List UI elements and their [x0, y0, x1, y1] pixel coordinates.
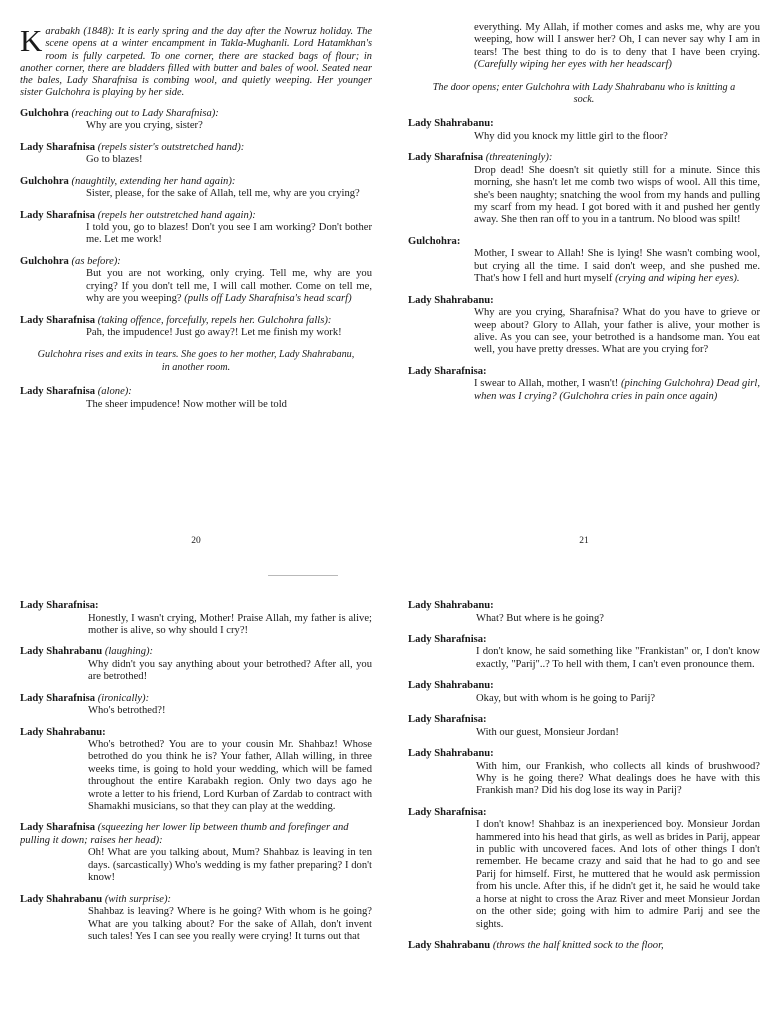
stage-direction: (with surprise):	[104, 893, 172, 905]
dialogue-block	[408, 600, 760, 625]
inline-direction: (pulls off Lady Sharafnisa's head scarf)	[184, 293, 352, 305]
speaker: Lady Shahrabanu	[20, 646, 103, 658]
dialogue-line: Why didn't you say anything about your betrothed? After all, you are betrothed!	[88, 658, 372, 683]
dialogue-line: Why did you knock my little girl to the floor?	[474, 130, 668, 142]
dialogue-block	[408, 295, 760, 357]
speaker: Lady Sharafnisa	[408, 152, 484, 164]
speaker: Lady Sharafnisa	[20, 209, 96, 221]
inline-direction: (Carefully wiping her eyes with her headscarf)	[474, 59, 672, 71]
dialogue-block	[408, 118, 760, 143]
speaker: Lady Sharafnisa:	[408, 806, 487, 818]
dialogue-block	[20, 176, 372, 201]
stage-note: The door opens; enter Gulchohra with Lady Shahrabanu who is knitting a sock.	[432, 81, 736, 106]
dialogue-block	[20, 894, 372, 944]
stage-direction: (alone):	[97, 386, 132, 398]
stage-direction: (ironically):	[97, 692, 150, 704]
dialogue-block	[20, 256, 372, 306]
speaker: Lady Sharafnisa:	[408, 714, 487, 726]
dialogue-line	[474, 248, 760, 285]
dialogue-line: Drop dead! She doesn't sit quietly still for a minute. Since this morning, she hasn't let me comb two wisps of wool. All this time, she's been naughty; snatching the wool from my hands and pulling my scarf from my head. I got bored with it and pushed her gently away. She then ran off to you in a tantrum. No blood was spilt!	[474, 164, 760, 226]
page-23	[408, 600, 760, 1024]
speaker: Gulchohra	[20, 107, 69, 119]
dialogue-line: Honestly, I wasn't crying, Mother! Praise Allah, my father is alive; mother is alive, so why should I cry?!	[88, 612, 372, 636]
dialogue-line: With our guest, Monsieur Jordan!	[476, 726, 619, 738]
dialogue-block	[20, 822, 372, 884]
speaker: Lady Shahrabanu	[20, 893, 103, 905]
speaker: Lady Sharafnisa:	[20, 600, 99, 611]
dialogue-line: Why are you crying, sister?	[86, 120, 203, 132]
stage-direction: (throws the half knitted sock to the floor,	[492, 939, 664, 951]
stage-direction: (reaching out to Lady Sharafnisa):	[71, 107, 219, 119]
dialogue-line: Oh! What are you talking about, Mum? Shahbaz is leaving in ten days. (sarcastically) Who's wedding is my father preparing? I don't know!	[88, 847, 372, 884]
speaker: Lady Sharafnisa	[20, 141, 96, 153]
dialogue-line: Go to blazes!	[86, 154, 143, 166]
scene-intro	[20, 23, 372, 100]
inline-direction: (crying and wiping her eyes).	[615, 273, 740, 285]
dialogue-block	[20, 646, 372, 683]
speaker: Lady Shahrabanu:	[408, 600, 494, 611]
dialogue-text: I swear to Allah, mother, I wasn't!	[474, 378, 619, 390]
dialogue-line	[474, 22, 760, 72]
dialogue-block	[20, 693, 372, 718]
stage-note: Gulchohra rises and exits in tears. She goes to her mother, Lady Shahrabanu, in another room.	[37, 349, 355, 373]
page-20	[20, 22, 372, 552]
dialogue-block	[20, 600, 372, 637]
dialogue-line	[86, 268, 372, 305]
intro-text: arabakh (1848): It is early spring and the day after the Nowruz holiday. The scene opens at a winter encampment in Takla-Mughanli. Lord Hatamkhan's room is fully carpeted. To one corner, there are stacked bags of flour; in another corner, there are bladders filled with butter and bales of wool. Seated near the bales, Lady Sharafnisa is combing wool, and quietly weeping. Her younger sister Gulchohra is playing by her side.	[20, 26, 372, 99]
stage-direction: (naughtily, extending her hand again):	[71, 175, 236, 187]
speaker: Lady Sharafnisa	[20, 386, 96, 398]
speaker: Lady Shahrabanu:	[408, 118, 494, 130]
dialogue-text: Mother, I swear to Allah! She is lying! She wasn't combing wool, but crying all the time. I said don't weep, and she pushed me. That's how I fell and hurt myself	[474, 248, 760, 285]
stage-direction: (repels her outstretched hand again):	[97, 209, 256, 221]
page-number: 20	[191, 536, 201, 546]
speaker: Gulchohra	[20, 175, 69, 187]
dialogue-line: Who's betrothed? You are to your cousin Mr. Shahbaz! Whose betrothed do you think he is? Your father, Allah willing, in three weeks time, is going to hold your wedding, which will be famed throughout the entire Karabakh region. Only two days ago he wrote a letter to his friend, Lord Kurban of Zardab to contract with Shamakhi musicians, so that they can play at the wedding.	[88, 739, 372, 813]
speaker: Gulchohra:	[408, 235, 461, 247]
dialogue-block	[408, 807, 760, 931]
speaker: Lady Shahrabanu:	[408, 748, 494, 760]
dialogue-block	[20, 727, 372, 814]
stage-direction: (laughing):	[104, 646, 154, 658]
speaker: Gulchohra	[20, 255, 69, 267]
dialogue-text: But you are not working, only crying. Tell me, why are you crying? If you don't tell me, I will call mother. Come on tell me, why are you weeping?	[86, 268, 372, 305]
speaker: Lady Shahrabanu:	[408, 680, 494, 692]
dialogue-block	[20, 315, 372, 340]
dialogue-line: Pah, the impudence! Just go away?! Let me finish my work!	[86, 327, 342, 339]
dialogue-line: Sister, please, for the sake of Allah, tell me, why are you crying?	[86, 188, 360, 200]
dialogue-line: Okay, but with whom is he going to Parij?	[476, 692, 656, 704]
dialogue-block	[408, 152, 760, 227]
stage-direction: (repels sister's outstretched hand):	[97, 141, 245, 153]
dialogue-line: With him, our Frankish, who collects all kinds of brushwood? Why is he going there? What dealings does he have with this Frankish man? Did his dog lose its way in Parij?	[476, 760, 760, 797]
dialogue-line: Who's betrothed?!	[88, 705, 166, 717]
dialogue-line: I don't know! Shahbaz is an inexperienced boy. Monsieur Jordan hammered into his head that girls, as well as brides in Parij, appear in public with uncovered faces. And lots of other things I don't remember. He became crazy and said that he had to go and see Parij for himself. First, he muttered that he would ask permission from his uncle. After this, if he didn't get it, he said he would take a horse at night to cross the Araz River and meet Monsieur Jordan on the other side; going with him to admire Parij and see the sights.	[476, 819, 760, 930]
dialogue-block	[408, 366, 760, 403]
stage-direction: (threateningly):	[485, 152, 553, 164]
dialogue-block	[20, 108, 372, 133]
dialogue-line: Why are you crying, Sharafnisa? What do you have to grieve or weep about? Glory to Allah, your father is alive, your mother is alive. As you can see, your betrothed is a handsome man. You eat well, you have pretty dresses. What are you crying for?	[474, 307, 760, 356]
speaker: Lady Shahrabanu	[408, 939, 491, 951]
speaker: Lady Sharafnisa:	[408, 633, 487, 645]
dialogue-block	[408, 714, 760, 739]
dialogue-line: I don't know, he said something like "Frankistan" or, I don't know exactly, "Parij"..? To hell with them, I can't even pronounce them.	[476, 646, 760, 670]
page-divider	[268, 575, 338, 576]
stage-direction: (taking offence, forcefully, repels her. Gulchohra falls):	[97, 314, 332, 326]
speaker: Lady Shahrabanu:	[20, 726, 106, 738]
dialogue-line	[474, 378, 760, 403]
dialogue-block	[20, 142, 372, 167]
drop-cap: K	[20, 23, 43, 58]
dialogue-block	[408, 634, 760, 671]
dialogue-block	[408, 748, 760, 798]
dialogue-line: Shahbaz is leaving? Where is he going? With whom is he going? What are you talking about? For the sake of Allah, don't invent such tales! Yes I can see you really were crying! It turns out that	[88, 906, 372, 942]
speaker: Lady Sharafnisa	[20, 692, 96, 704]
speaker: Lady Sharafnisa	[20, 822, 96, 834]
stage-direction: (squeezing her lower lip between thumb and forefinger and pulling it down; raises her head):	[20, 822, 349, 846]
speaker: Lady Sharafnisa	[20, 314, 96, 326]
dialogue-line: I told you, go to blazes! Don't you see I am working? Don't bother me. Let me work!	[86, 222, 372, 246]
stage-direction: (as before):	[71, 255, 121, 267]
dialogue-block	[20, 386, 372, 411]
dialogue-line: What? But where is he going?	[476, 612, 604, 624]
dialogue-line: The sheer impudence! Now mother will be told	[86, 398, 287, 410]
dialogue-block	[408, 236, 760, 286]
dialogue-block	[408, 940, 760, 953]
speaker: Lady Sharafnisa:	[408, 365, 487, 377]
page-21	[408, 22, 760, 552]
dialogue-text: everything. My Allah, if mother comes and asks me, why are you weeping, how will I answer her? Oh, I can never say why I am in tears! The best thing to do is to deny that I have been crying.	[474, 22, 760, 58]
page-22	[20, 600, 372, 1024]
page-number: 21	[579, 536, 589, 546]
inline-direction: (pinching Gulchohra) Dead girl, when was I crying? (Gulchohra cries in pain once again)	[474, 378, 760, 402]
dialogue-block	[20, 210, 372, 247]
dialogue-block	[408, 680, 760, 705]
speaker: Lady Shahrabanu:	[408, 294, 494, 306]
